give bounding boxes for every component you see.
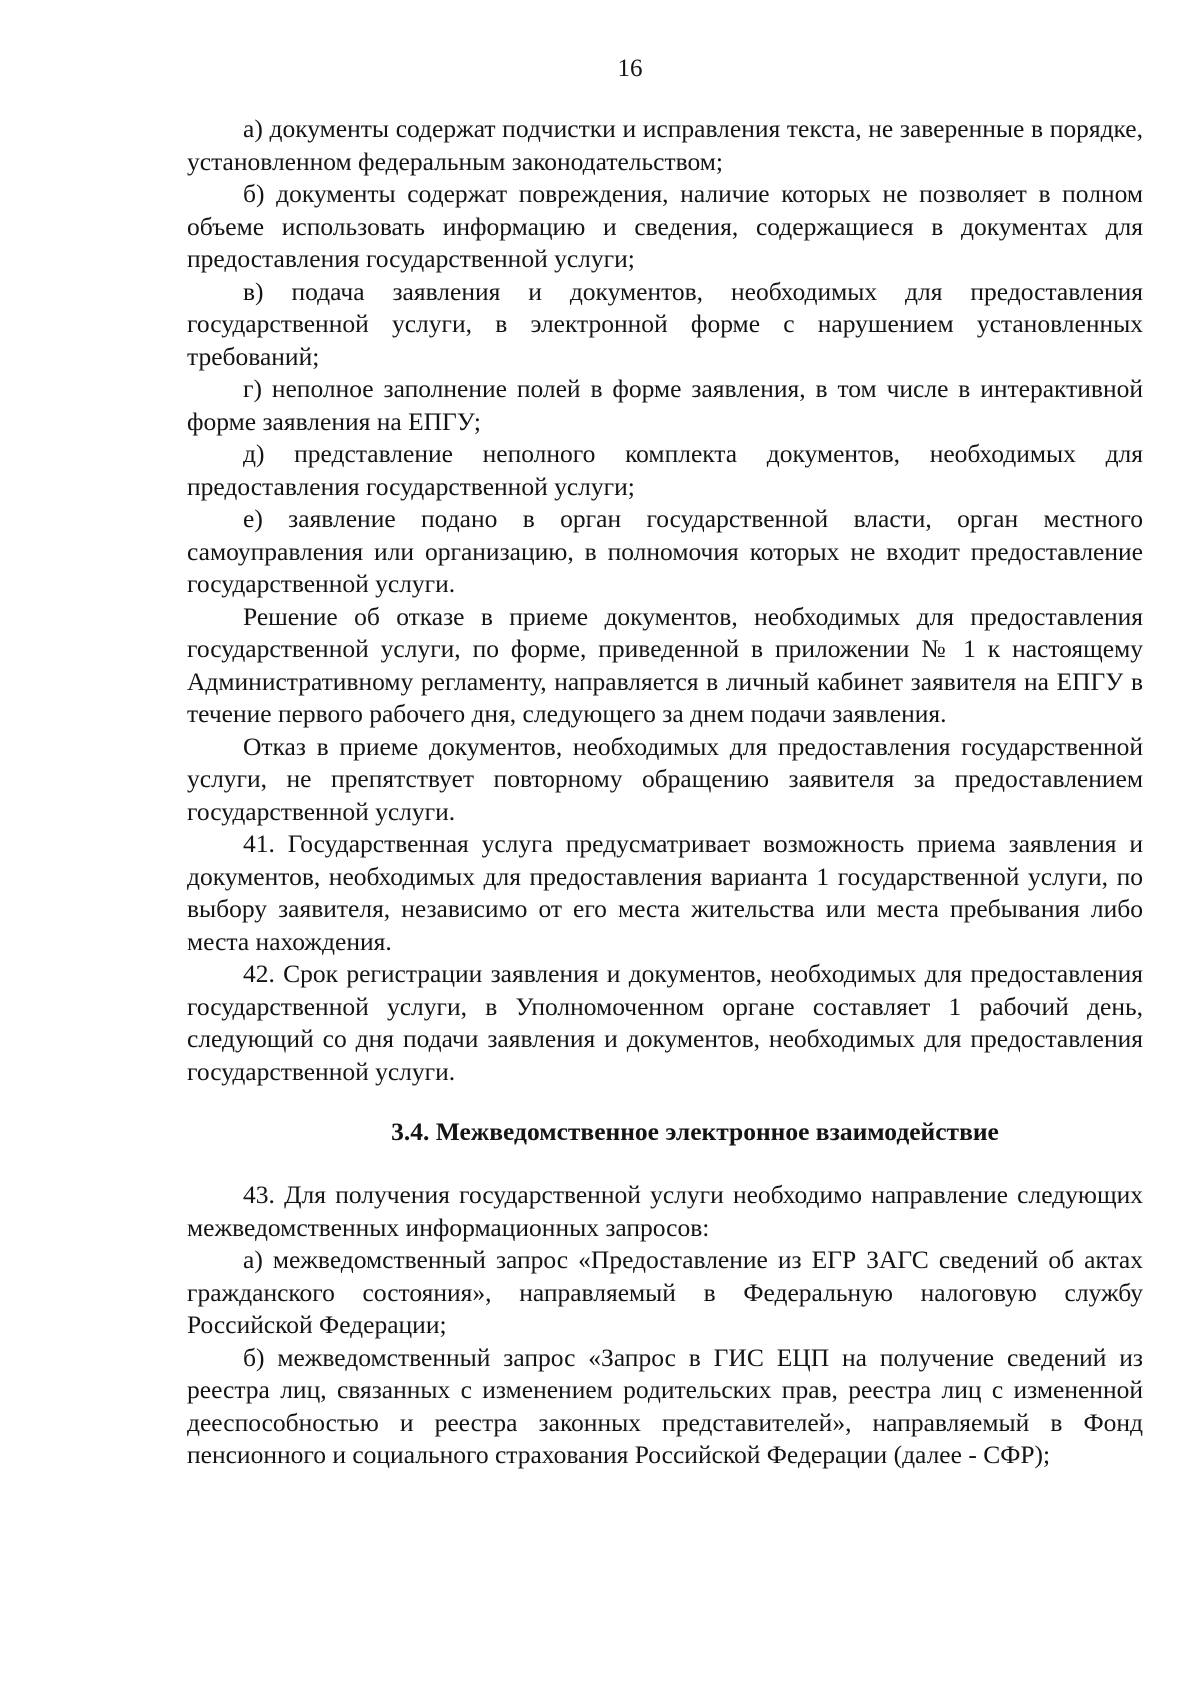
paragraph-repeat-application: Отказ в приеме документов, необходимых для предоставления государственной услуги, не препятствует повторному обращению заявителя за предоставлением государственной услуги. — [187, 731, 1143, 826]
paragraph-a-corrections: а) документы содержат подчистки и исправления текста, не заверенные в порядке, установленном федеральным законодательством; — [187, 114, 1143, 176]
paragraph-42: 42. Срок регистрации заявления и документов, необходимых для предоставления государственной услуги, в Уполномоченном органе составляет 1 рабочий день, следующий со дня подачи заявления и документов, необходимых для предоставления государственной услуги. — [187, 959, 1143, 1086]
paragraph-g-incomplete-fields: г) неполное заполнение полей в форме заявления, в том числе в интерактивной форме заявления на ЕПГУ; — [187, 374, 1143, 436]
paragraph-43-a: а) межведомственный запрос «Предоставление из ЕГР ЗАГС сведений об актах гражданского состояния», направляемый в Федеральную налоговую службу Российской Федерации; — [187, 1245, 1143, 1339]
paragraph-e-wrong-authority: е) заявление подано в орган государственной власти, орган местного самоуправления или организацию, в полномочия которых не входит предоставление государственной услуги. — [187, 504, 1143, 598]
paragraph-41: 41. Государственная услуга предусматривает возможность приема заявления и документов, необходимых для предоставления варианта 1 государственной услуги, по выбору заявителя, независимо от его места жительства или места пребывания либо места нахождения. — [187, 829, 1143, 956]
paragraph-43: 43. Для получения государственной услуги необходимо направление следующих межведомственных информационных запросов: — [187, 1180, 1143, 1242]
page-number: 16 — [617, 55, 643, 82]
section-heading: 3.4. Межведомственное электронное взаимодействие — [391, 1117, 999, 1146]
paragraph-b-damage: б) документы содержат повреждения, наличие которых не позволяет в полном объеме использовать информацию и сведения, содержащиеся в документах для предоставления государственной услуги; — [187, 179, 1143, 273]
paragraph-d-incomplete-documents: д) представление неполного комплекта документов, необходимых для предоставления государственной услуги; — [187, 439, 1143, 501]
paragraph-refusal-decision: Решение об отказе в приеме документов, необходимых для предоставления государственной услуги, по форме, приведенной в приложении № 1 к настоящему Административному регламенту, направляется в личный кабинет заявителя на ЕПГУ в течение первого рабочего дня, следующего за днем подачи заявления. — [187, 601, 1143, 728]
document-body — [187, 113, 1143, 1472]
paragraph-43-b: б) межведомственный запрос «Запрос в ГИС ЕЦП на получение сведений из реестра лиц, связанных с изменением родительских прав, реестра лиц с измененной дееспособностью и реестра законных представителей», направляемый в Фонд пенсионного и социального страхования Российской Федерации (далее - СФР); — [187, 1342, 1143, 1469]
paragraph-v-electronic-submission: в) подача заявления и документов, необходимых для предоставления государственной услуги, в электронной форме с нарушением установленных требований; — [187, 276, 1143, 371]
